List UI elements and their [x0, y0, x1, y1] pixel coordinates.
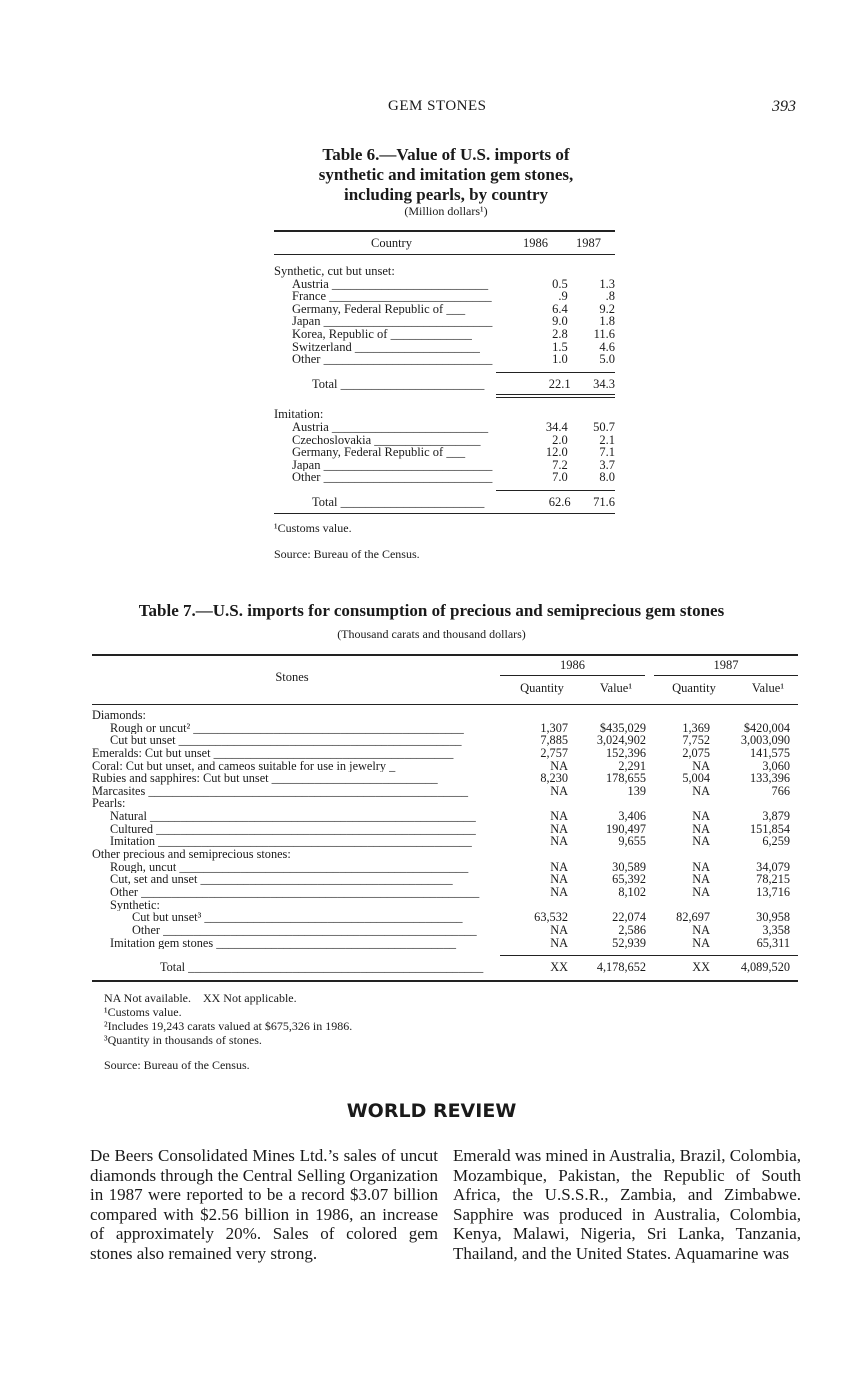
- table-row: [92, 810, 798, 823]
- cell-value-1986: 139: [627, 783, 646, 798]
- table6-header-row: [274, 230, 615, 255]
- cell-1986: 12.0: [545, 445, 568, 460]
- row-label: Germany, Federal Republic of ___: [292, 302, 466, 316]
- world-review-column-2: Emerald was mined in Australia, Brazil, Colombia, Mozambique, Pakistan, the Republic of South Africa, the U.S.S.R., Zambia, and Zimbabwe. Sapphire was produced in Australia, Colombia, Kenya, Malawi, Nigeria, Sri Lanka, Tanzania, Thailand, and the United States. Aquamarine was: [453, 1146, 801, 1263]
- cell-1986: 62.6: [548, 494, 571, 509]
- cell-1987: .8: [605, 289, 615, 304]
- row-label: Cultured ____________________________________________________: [110, 822, 476, 836]
- cell-value-1987: [710, 709, 790, 722]
- cell-value-1987: 78,215: [756, 872, 790, 887]
- page-number: 393: [772, 98, 796, 115]
- row-label: Rubies and sapphires: Cut but unset ___________________________: [92, 772, 438, 785]
- col-header-value-1986: Value¹: [599, 681, 633, 695]
- cell-value-1987: 13,716: [756, 884, 790, 899]
- row-label: Rough, uncut _______________________________________________: [110, 860, 469, 874]
- cell-quantity-1986: NA: [550, 872, 568, 887]
- cell-value-1987: 3,060: [762, 758, 790, 773]
- row-label: Total _______________________: [312, 377, 485, 391]
- cell-value-1987: 3,358: [762, 922, 790, 937]
- table-row: [92, 937, 798, 950]
- table7-total-row: [92, 961, 798, 974]
- cell-1986: .9: [558, 289, 568, 304]
- cell-quantity-1987: NA: [692, 834, 710, 849]
- cell-quantity-1986: NA: [550, 884, 568, 899]
- cell-value-1987: 3,003,090: [740, 733, 790, 748]
- cell-value-1986: 3,024,902: [596, 733, 646, 748]
- table-row: [274, 421, 615, 434]
- cell-value-1986: 3,406: [618, 809, 646, 824]
- world-review-column-1: De Beers Consolidated Mines Ltd.’s sales of uncut diamonds through the Central Selling Organization in 1987 were reported to be a record $3.07 billion compared with $2.56 billion in 1986, an increase of approximately 20%. Sales of colored gem stones also remained very strong.: [90, 1146, 438, 1263]
- table-row: [274, 290, 615, 303]
- cell-value-1986: 9,655: [618, 834, 646, 849]
- cell-value-1986: 8,102: [618, 884, 646, 899]
- cell-value-1986: $435,029: [599, 720, 646, 735]
- row-label: Japan ___________________________: [292, 458, 493, 472]
- cell-value-1986: 152,396: [606, 745, 646, 760]
- cell-value-1986: 30,589: [612, 859, 646, 874]
- cell-value-1986: 2,586: [618, 922, 646, 937]
- table7-note: ¹Customs value.: [104, 1005, 182, 1019]
- cell-value-1987: 65,311: [756, 935, 790, 950]
- cell-quantity-1986: NA: [550, 834, 568, 849]
- cell-quantity-1987: [646, 848, 710, 861]
- row-label: Total ________________________________________________: [160, 961, 484, 974]
- row-label: Imitation ___________________________________________________: [110, 835, 472, 849]
- cell-quantity-1986: NA: [550, 809, 568, 824]
- cell-value-1986: 4,178,652: [596, 960, 646, 975]
- cell-quantity-1986: NA: [550, 783, 568, 798]
- cell-quantity-1986: NA: [550, 859, 568, 874]
- cell-quantity-1986: 63,532: [534, 910, 568, 925]
- table-row: [274, 446, 615, 459]
- cell-quantity-1987: 5,004: [682, 771, 710, 786]
- table-row: [92, 835, 798, 848]
- cell-1986: 7.2: [552, 457, 568, 472]
- cell-1987: 1.8: [599, 314, 615, 329]
- col-header-quantity-1987: Quantity: [672, 681, 716, 695]
- cell-1987: 2.1: [599, 432, 615, 447]
- col-header-stones: Stones: [275, 670, 309, 684]
- table-row: [92, 911, 798, 924]
- table6: [274, 230, 615, 514]
- cell-value-1986: 52,939: [612, 935, 646, 950]
- row-label: Natural _____________________________________________________: [110, 810, 476, 823]
- cell-quantity-1986: [492, 709, 568, 722]
- cell-1986: 2.0: [552, 432, 568, 447]
- row-label: Total _______________________: [312, 495, 485, 509]
- cell-quantity-1986: 8,230: [540, 771, 568, 786]
- cell-value-1987: 766: [771, 783, 790, 798]
- table-row: [92, 709, 798, 722]
- cell-1987: 9.2: [599, 301, 615, 316]
- cell-1987: 71.6: [593, 494, 615, 509]
- cell-value-1986: 65,392: [612, 872, 646, 887]
- cell-value-1986: 2,291: [618, 758, 646, 773]
- cell-quantity-1987: NA: [692, 783, 710, 798]
- col-header-1987: 1987: [576, 235, 601, 250]
- row-label: Austria _________________________: [292, 420, 489, 434]
- table-row: [274, 328, 615, 341]
- cell-value-1986: [568, 709, 646, 722]
- table-row: [92, 747, 798, 760]
- table7-subtitle: (Thousand carats and thousand dollars): [337, 627, 526, 641]
- cell-quantity-1987: NA: [692, 821, 710, 836]
- cell-quantity-1987: 82,697: [676, 910, 710, 925]
- table6-title-line: Table 6.—Value of U.S. imports of: [322, 145, 570, 164]
- table-row: [274, 471, 615, 484]
- cell-value-1987: 141,575: [750, 745, 790, 760]
- section-title: GEM STONES: [388, 98, 487, 114]
- table-row: [274, 353, 615, 366]
- col-header-year-1986: 1986: [560, 658, 585, 672]
- row-label: Other ___________________________: [292, 353, 493, 366]
- cell-1987: 4.6: [599, 339, 615, 354]
- table7-source: Source: Bureau of the Census.: [104, 1058, 250, 1072]
- row-label: Synthetic:: [110, 898, 160, 912]
- row-label: Korea, Republic of _____________: [292, 327, 472, 341]
- cell-value-1987: 151,854: [750, 821, 790, 836]
- table7-title: Table 7.—U.S. imports for consumption of precious and semiprecious gem stones: [138, 601, 725, 620]
- row-label: Emeralds: Cut but unset _______________________________________: [92, 746, 454, 760]
- cell-1987: 3.7: [599, 457, 615, 472]
- cell-1986: 1.5: [552, 339, 568, 354]
- table-row: [92, 785, 798, 798]
- table-row: [92, 772, 798, 785]
- cell-quantity-1987: NA: [692, 758, 710, 773]
- table6-subtitle: (Million dollars¹): [404, 204, 488, 218]
- cell-1986: 2.8: [552, 326, 568, 341]
- cell-1986: 22.1: [548, 376, 571, 391]
- table7-body: [92, 709, 798, 982]
- table-row: [92, 886, 798, 899]
- table6-section-heading: Synthetic, cut but unset:: [274, 264, 395, 278]
- col-header-year-1987: 1987: [713, 658, 739, 672]
- table7-note: NA Not available. XX Not applicable.: [104, 991, 297, 1005]
- cell-quantity-1986: NA: [550, 922, 568, 937]
- table-row: [92, 924, 798, 937]
- col-header-value-1987: Value¹: [751, 681, 785, 695]
- cell-quantity-1987: NA: [692, 922, 710, 937]
- cell-1987: 8.0: [599, 470, 615, 485]
- cell-1986: 7.0: [552, 470, 568, 485]
- cell-1987: 34.3: [593, 376, 615, 391]
- world-review-heading: WORLD REVIEW: [346, 1100, 517, 1122]
- row-label: Austria _________________________: [292, 277, 489, 291]
- cell-quantity-1987: NA: [692, 884, 710, 899]
- table7-header: [92, 654, 798, 705]
- row-label: Other precious and semiprecious stones:: [92, 848, 291, 861]
- cell-quantity-1986: NA: [550, 935, 568, 950]
- col-header-1986: 1986: [523, 235, 548, 250]
- row-label: Cut, set and unset _________________________________________: [110, 873, 453, 886]
- row-label: Coral: Cut but unset, and cameos suitable for use in jewelry _: [92, 759, 396, 773]
- cell-value-1987: 3,879: [762, 809, 790, 824]
- row-label: Rough or uncut² ____________________________________________: [110, 721, 464, 735]
- row-label: Germany, Federal Republic of ___: [292, 446, 466, 459]
- col-header-quantity-1986: Quantity: [520, 681, 564, 695]
- cell-quantity-1987: 2,075: [682, 745, 710, 760]
- table7-note: ³Quantity in thousands of stones.: [104, 1033, 262, 1047]
- cell-value-1987: 34,079: [756, 859, 790, 874]
- col-header-country: Country: [371, 235, 412, 250]
- cell-quantity-1987: [646, 709, 710, 722]
- row-label: Switzerland ____________________: [292, 340, 480, 354]
- cell-quantity-1986: [492, 848, 568, 861]
- cell-value-1986: [568, 848, 646, 861]
- table6-total-row: [274, 496, 615, 509]
- cell-value-1986: 22,074: [612, 910, 646, 925]
- cell-quantity-1987: NA: [692, 859, 710, 874]
- row-label: Other _______________________________________________________: [110, 885, 480, 899]
- row-label: Cut but unset³ __________________________________________: [132, 911, 463, 924]
- cell-1987: 11.6: [593, 326, 615, 341]
- cell-quantity-1986: 1,307: [540, 720, 568, 735]
- cell-1987: 1.3: [599, 276, 615, 291]
- cell-quantity-1987: 1,369: [682, 720, 710, 735]
- table-row: [92, 848, 798, 861]
- row-label: Japan ___________________________: [292, 315, 493, 328]
- table6-section-heading: Imitation:: [274, 407, 324, 422]
- cell-1986: 9.0: [552, 314, 568, 329]
- row-label: Cut but unset ______________________________________________: [110, 734, 462, 747]
- table6-title-line: synthetic and imitation gem stones,: [318, 165, 574, 184]
- cell-quantity-1987: XX: [692, 960, 710, 975]
- row-label: Diamonds:: [92, 709, 146, 722]
- table6-body: [274, 255, 615, 514]
- row-label: Pearls:: [92, 797, 126, 811]
- cell-quantity-1987: 7,752: [682, 733, 710, 748]
- row-label: Imitation gem stones _______________________________________: [110, 936, 457, 950]
- cell-1986: 6.4: [552, 301, 568, 316]
- table7-note: ²Includes 19,243 carats valued at $675,326 in 1986.: [104, 1019, 353, 1033]
- cell-1986: 1.0: [552, 352, 568, 367]
- cell-1987: 5.0: [599, 352, 615, 367]
- cell-quantity-1986: XX: [550, 960, 568, 975]
- cell-value-1987: 6,259: [762, 834, 790, 849]
- cell-quantity-1987: NA: [692, 809, 710, 824]
- cell-1986: 34.4: [545, 419, 568, 434]
- cell-quantity-1986: 7,885: [540, 733, 568, 748]
- cell-value-1986: 178,655: [606, 771, 646, 786]
- row-label: Marcasites ____________________________________________________: [92, 784, 469, 798]
- cell-quantity-1987: NA: [692, 872, 710, 887]
- table6-total-row: [274, 378, 615, 391]
- table6-title: [260, 145, 632, 205]
- cell-value-1987: [710, 848, 790, 861]
- cell-value-1986: 190,497: [606, 821, 646, 836]
- table6-title-line: including pearls, by country: [343, 185, 549, 204]
- cell-1987: 7.1: [599, 445, 615, 460]
- table6-source: Source: Bureau of the Census.: [274, 547, 420, 561]
- cell-1986: 0.5: [552, 276, 568, 291]
- row-label: Czechoslovakia _________________: [292, 433, 481, 447]
- cell-quantity-1986: 2,757: [540, 745, 568, 760]
- running-head: [0, 98, 863, 120]
- cell-value-1987: $420,004: [743, 720, 790, 735]
- cell-quantity-1986: NA: [550, 758, 568, 773]
- cell-value-1987: 4,089,520: [740, 960, 790, 975]
- cell-value-1987: 30,958: [756, 910, 790, 925]
- cell-1987: 50.7: [593, 419, 615, 434]
- row-label: Other ___________________________: [292, 471, 493, 484]
- table7-notes: [104, 991, 352, 1047]
- row-label: France __________________________: [292, 290, 492, 303]
- table6-footnote: ¹Customs value.: [274, 521, 352, 535]
- cell-quantity-1986: NA: [550, 821, 568, 836]
- cell-quantity-1987: NA: [692, 935, 710, 950]
- cell-value-1987: 133,396: [750, 771, 790, 786]
- row-label: Other ___________________________________________________: [132, 923, 477, 937]
